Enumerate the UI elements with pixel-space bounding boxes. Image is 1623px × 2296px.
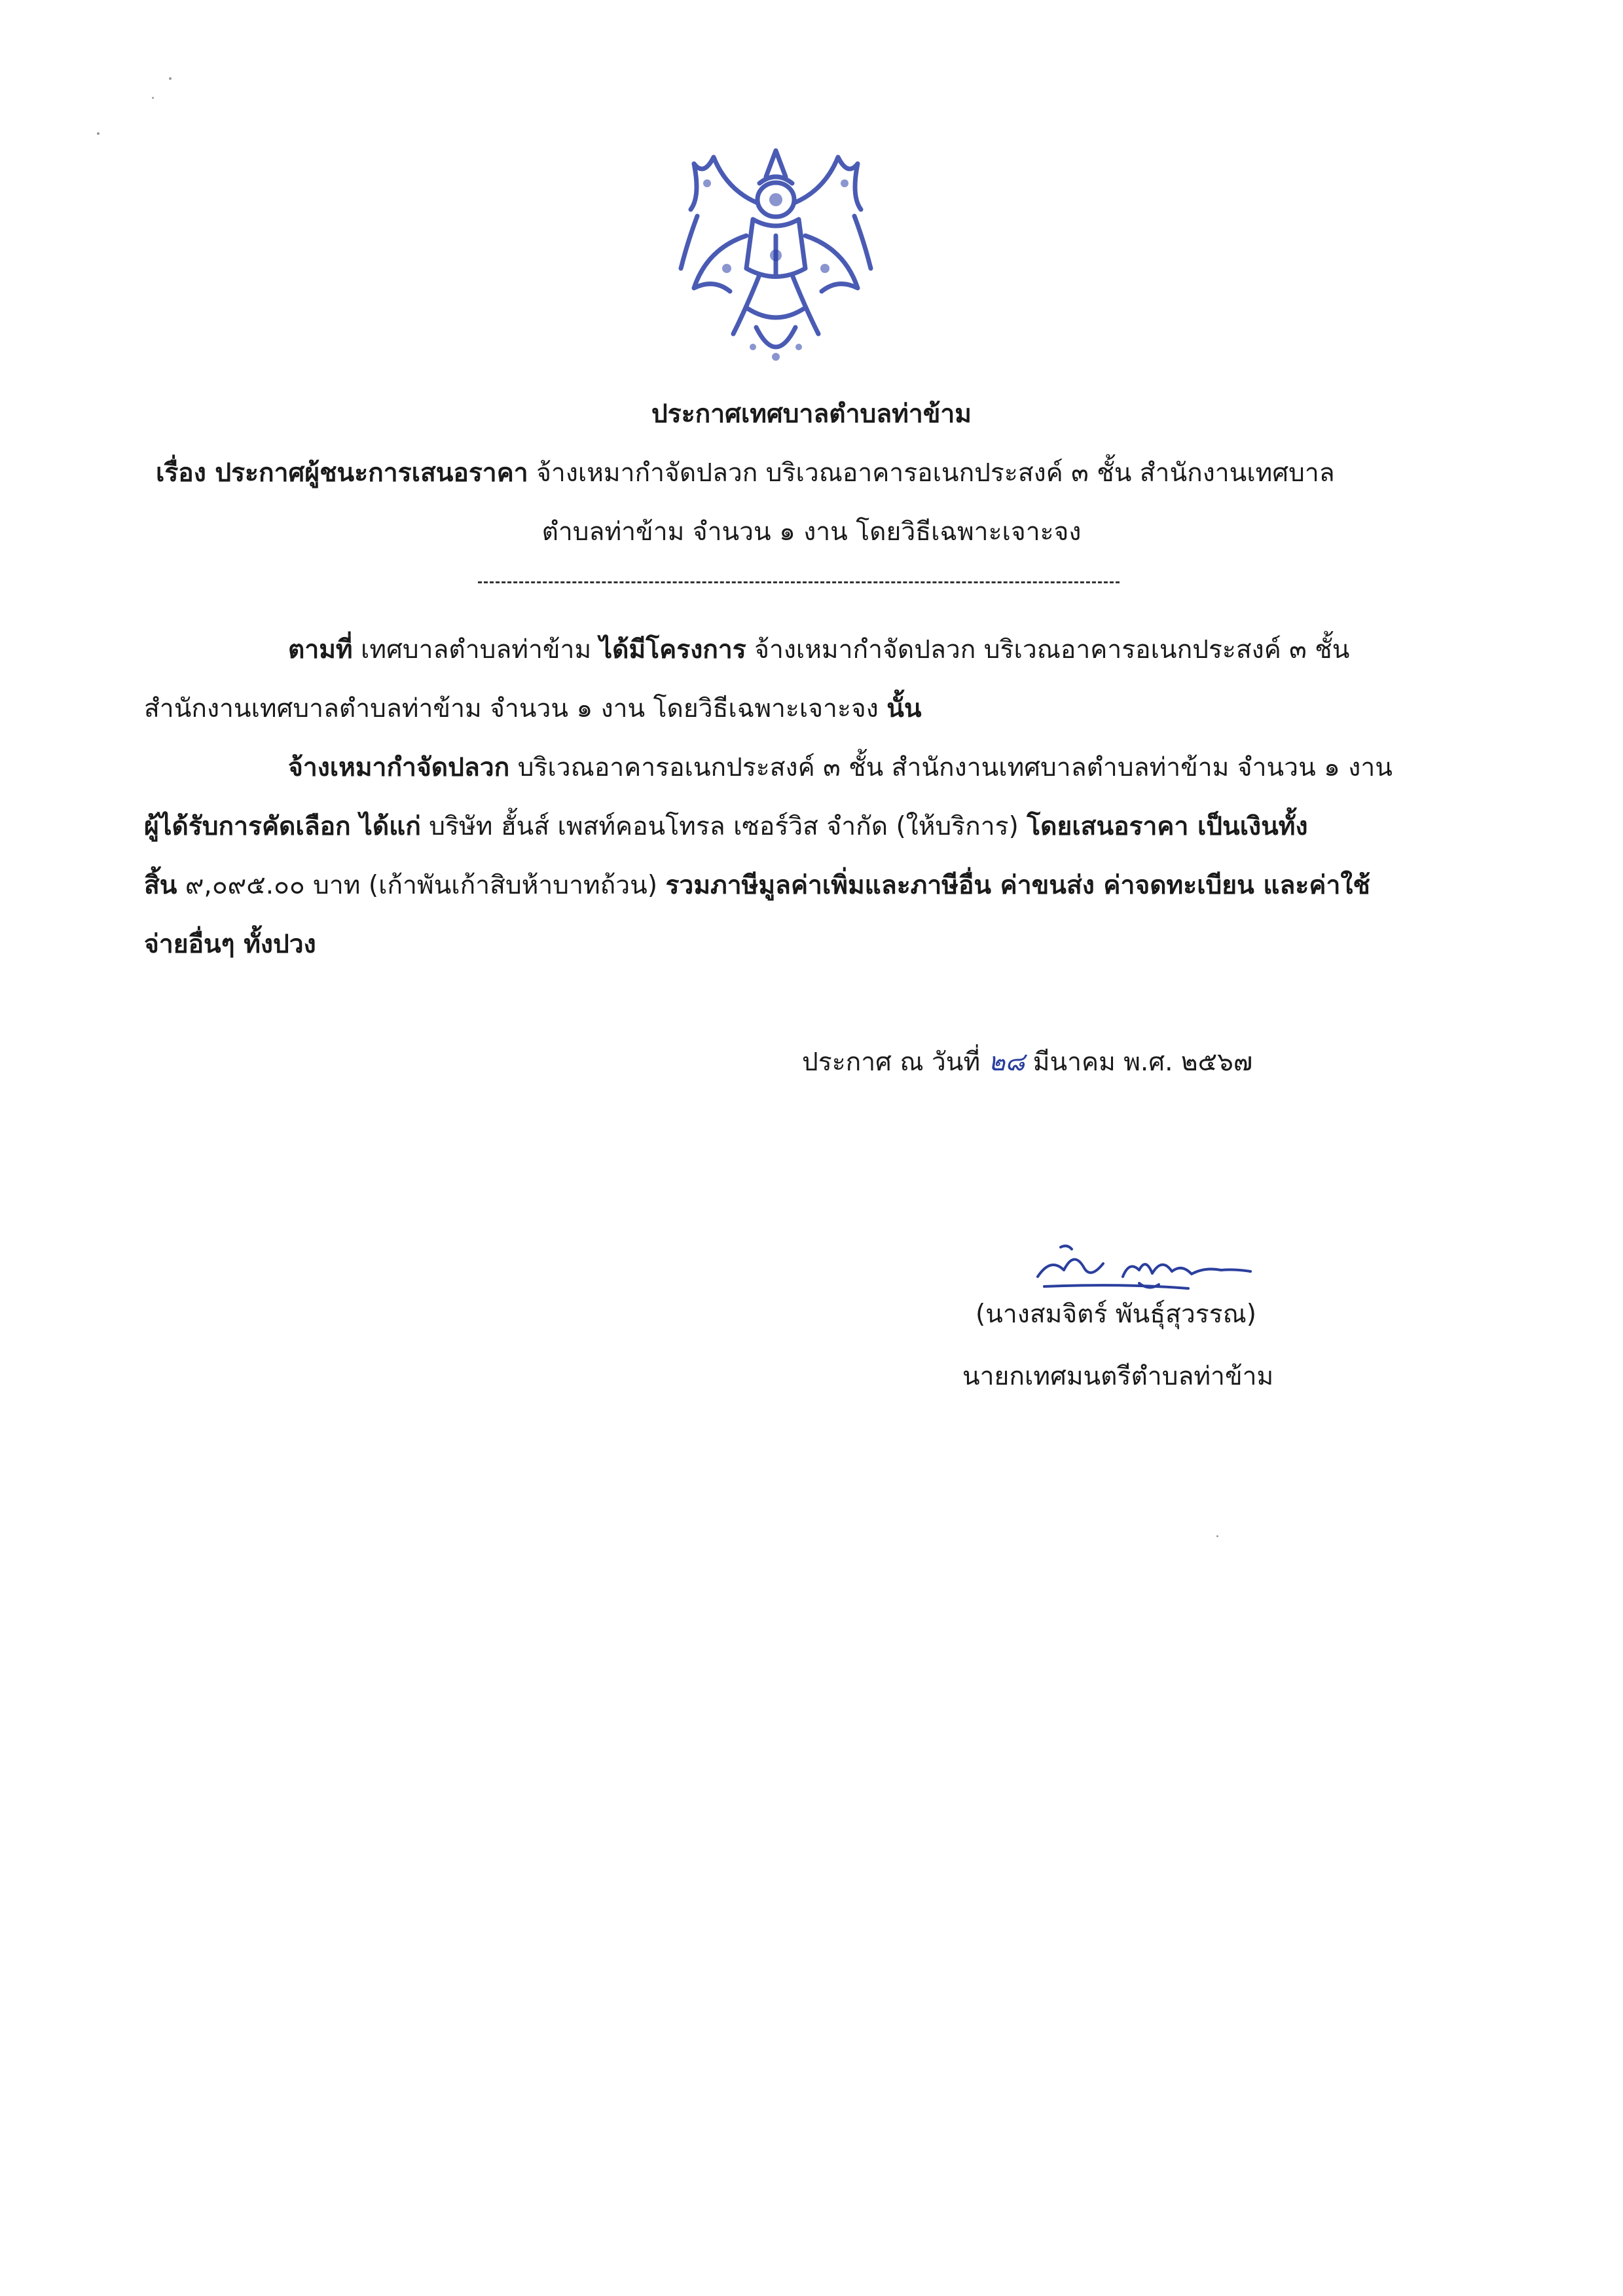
p2-amount: ๙,๐๙๕.๐๐ บาท (เก้าพันเก้าสิบห้าบาทถ้วน): [177, 871, 666, 900]
subject-text: จ้างเหมากำจัดปลวก บริเวณอาคารอเนกประสงค์ ๓ ชั้น สำนักงานเทศบาล: [528, 458, 1335, 488]
p2-offer-label: โดยเสนอราคา เป็นเงินทั้ง: [1027, 812, 1308, 841]
subject-line-2: ตำบลท่าข้าม จำนวน ๑ งาน โดยวิธีเฉพาะเจาะจง: [541, 517, 1082, 547]
p2-tax-note: รวมภาษีมูลค่าเพิ่มและภาษีอื่น ค่าขนส่ง ค่าจดทะเบียน และค่าใช้: [665, 871, 1370, 900]
date-day: ๒๘: [988, 1048, 1025, 1077]
scan-speck: [152, 97, 154, 99]
p1-lead: ตามที่: [288, 635, 353, 665]
paragraph-1-line-1: [288, 635, 1349, 666]
p2-lead: จ้างเหมากำจัดปลวก: [288, 753, 510, 782]
subject-label: เรื่อง ประกาศผู้ชนะการเสนอราคา: [156, 458, 528, 488]
date-prefix: ประกาศ ณ วันที่: [802, 1048, 989, 1077]
garuda-emblem-icon: [668, 137, 884, 373]
p2-selected-label: ผู้ได้รับการคัดเลือก ได้แก่: [144, 812, 421, 841]
p1-mid: ได้มีโครงการ: [599, 635, 746, 665]
handwritten-signature-icon: [1025, 1231, 1273, 1303]
p1-org: เทศบาลตำบลท่าข้าม: [352, 635, 600, 665]
paragraph-2-line-3: [144, 871, 1370, 902]
scan-speck: [97, 132, 100, 135]
announcement-title: ประกาศเทศบาลตำบลท่าข้าม: [651, 399, 972, 429]
p1-rest: จ้างเหมากำจัดปลวก บริเวณอาคารอเนกประสงค์ ๓ ชั้น: [746, 635, 1350, 665]
subject-line-1: [156, 458, 1335, 489]
separator-line: [478, 581, 1120, 583]
p2-rest: บริเวณอาคารอเนกประสงค์ ๓ ชั้น สำนักงานเทศบาลตำบลท่าข้าม จำนวน ๑ งาน: [509, 753, 1393, 782]
p1-line2: สำนักงานเทศบาลตำบลท่าข้าม จำนวน ๑ งาน โดยวิธีเฉพาะเจาะจง: [144, 694, 887, 723]
paragraph-2-line-1: [288, 753, 1393, 784]
p2-company: บริษัท ฮั้นส์ เพสท์คอนโทรล เซอร์วิส จำกัด (ให้บริการ): [420, 812, 1027, 841]
paragraph-1-line-2: [144, 694, 922, 725]
p2-total-label: สิ้น: [144, 871, 177, 900]
paragraph-2-line-4: จ่ายอื่นๆ ทั้งปวง: [144, 930, 316, 959]
signer-position: นายกเทศมนตรีตำบลท่าข้าม: [962, 1362, 1274, 1391]
scan-speck: [169, 77, 172, 80]
date-rest: มีนาคม พ.ศ. ๒๕๖๗: [1025, 1048, 1253, 1077]
signer-name: (นางสมจิตร์ พันธุ์สุวรรณ): [976, 1300, 1257, 1329]
announcement-date: [802, 1048, 1252, 1078]
scan-speck: [1216, 1535, 1218, 1537]
p1-end: นั้น: [886, 694, 922, 723]
paragraph-2-line-2: [144, 812, 1308, 843]
